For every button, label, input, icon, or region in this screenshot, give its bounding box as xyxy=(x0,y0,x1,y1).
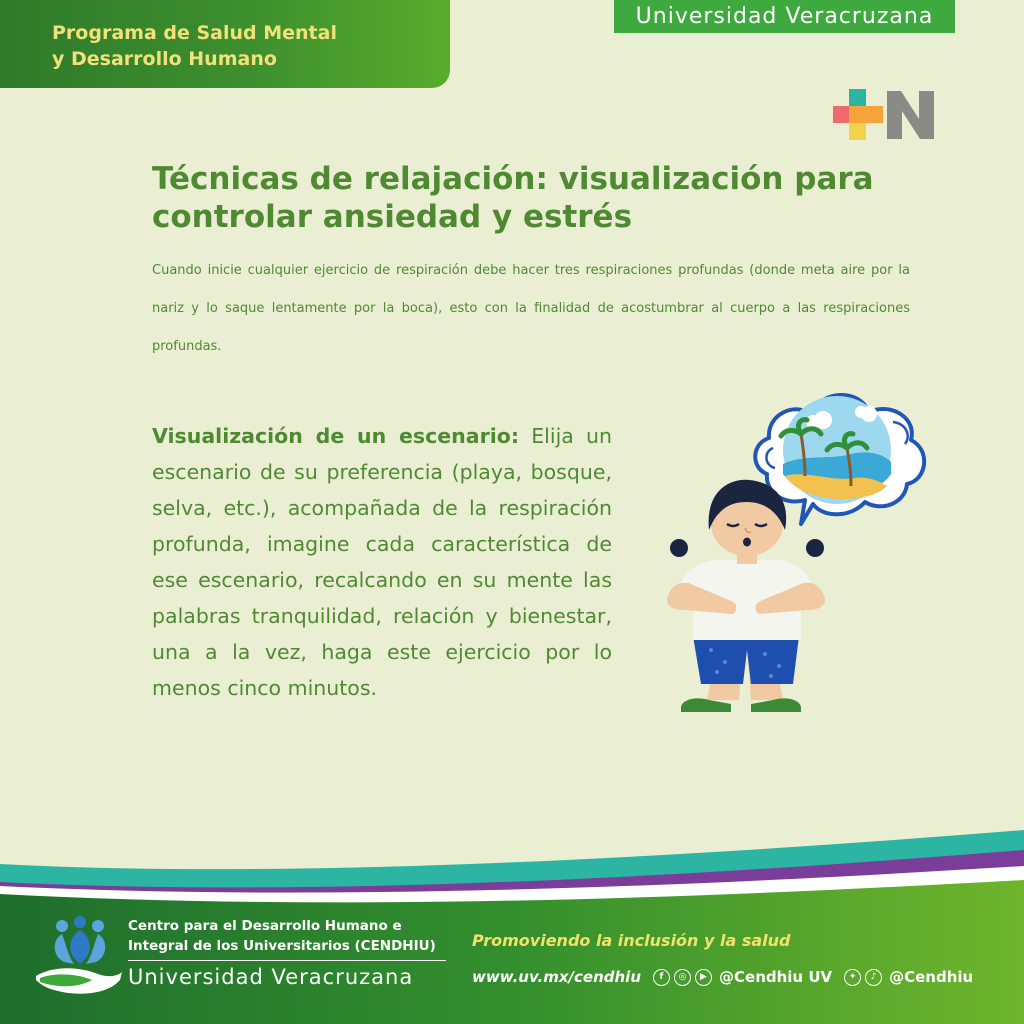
intro-paragraph: Cuando inicie cualquier ejercicio de respiración debe hacer tres respiraciones profundas (donde meta aire por la nariz y lo saque lentamente por la boca), esto con la finalidad de acostumbrar al cuerpo a las respiraciones profundas. xyxy=(152,263,910,354)
website-link[interactable]: www.uv.mx/cendhiu xyxy=(472,968,642,986)
program-banner xyxy=(0,0,450,88)
university-label-bottom: Universidad Veracruzana xyxy=(128,965,414,989)
plus-n-logo xyxy=(833,89,936,141)
title-line1: Técnicas de relajación: visualización para xyxy=(152,161,874,197)
program-title-line1: Programa de Salud Mental xyxy=(52,22,337,44)
cendhiu-logo xyxy=(34,916,124,998)
breathing-girl-illustration xyxy=(655,378,940,718)
visualization-paragraph xyxy=(152,418,612,706)
program-title-line2: y Desarrollo Humano xyxy=(52,48,277,70)
paragraph-body: Elija un escenario de su preferencia (playa, bosque, selva, etc.), acompañada de la respiración profunda, imagine cada característica de ese escenario, recalcando en su mente las palabras tranquilidad, relación y bienestar, una a la vez, haga este ejercicio por lo menos cinco minutos. xyxy=(152,424,612,700)
center-name xyxy=(128,916,448,956)
footer-divider xyxy=(128,960,446,961)
center-name-line2: Integral de los Universitarios (CENDHIU) xyxy=(128,938,436,954)
instagram-icon[interactable]: ◎ xyxy=(674,969,691,986)
handle-primary[interactable]: @Cendhiu UV xyxy=(719,968,833,986)
social-row xyxy=(472,966,985,988)
slogan: Promoviendo la inclusión y la salud xyxy=(472,931,791,950)
title-line2: controlar ansiedad y estrés xyxy=(152,199,633,235)
paragraph-lead: Visualización de un escenario: xyxy=(152,424,520,448)
youtube-icon[interactable]: ▶ xyxy=(695,969,712,986)
twitter-icon[interactable]: ✦ xyxy=(844,969,861,986)
center-name-line1: Centro para el Desarrollo Humano e xyxy=(128,918,402,934)
university-label-top: Universidad Veracruzana xyxy=(614,0,955,33)
tiktok-icon[interactable]: ♪ xyxy=(865,969,882,986)
footer xyxy=(0,820,1024,1024)
page-title xyxy=(152,160,912,236)
handle-secondary[interactable]: @Cendhiu xyxy=(889,968,974,986)
facebook-icon[interactable]: f xyxy=(653,969,670,986)
